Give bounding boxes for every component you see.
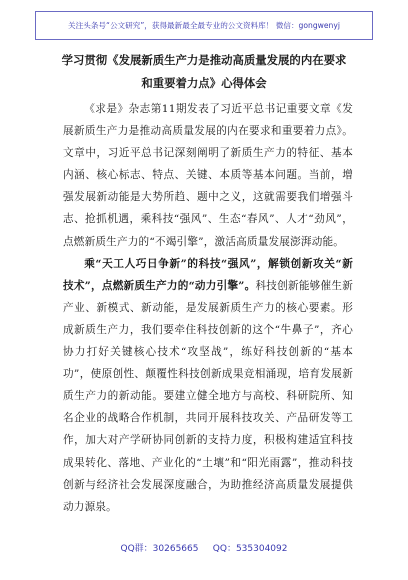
footer-contact: QQ群：30265665 QQ：535304092 [120,544,288,554]
document-title-line1: 学习贯彻《发展新质生产力是推动高质量发展的内在要求 [61,53,347,67]
paragraph-2-heading: 乘“天工人巧日争新”的科技“强风”，解锁创新攻关“新技术”，点燃新质生产力的“动力引擎”。 [63,257,353,292]
document-title-line2: 和重要着力点》心得体会 [141,76,267,90]
paragraph-1: 《求是》杂志第11期发表了习近平总书记重要文章《发展新质生产力是推动高质量发展的内在要求和重要着力点》。文章中，习近平总书记深刻阐明了新质生产力的特征、基本内涵、核心标志、特点、关键、本质等基本问题。当前，增强发展新动能是大势所趋、题中之义，这就需要我们增强斗志、抢抓机遇，乘科技“强风”、生态“春风”、人才“劲风”，点燃新质生产力的“不竭引擎”，激活高质量发展澎湃动能。 [63,103,353,248]
paragraph-2 [63,253,353,518]
header-notice: 关注头条号“公文研究”，获得最新最全最专业的公文资料库！ 微信：gongwenyj [68,21,340,30]
header-notice-box [35,11,373,40]
document-body [63,98,353,518]
paragraph-2-body: 科技创新能够催生新产业、新模式、新动能，是发展新质生产力的核心要素。形成新质生产力，我们要牵住科技创新的这个“牛鼻子”，齐心协力打好关键核心技术“攻坚战”，练好科技创新的“基本功”，使原创性、颠覆性科技创新成果竞相涌现，培育发展新质生产力的新动能。要建立健全地方与高校、科研院所、知名企业的战略合作机制，共同开展科技攻关、产品研发等工作，加大对产学研协同创新的支持力度，积极构建适宜科技成果转化、落地、产业化的“土壤”和“阳光雨露”，推动科技创新与经济社会发展深度融合，为助推经济高质量发展提供动力源泉。 [63,279,353,513]
